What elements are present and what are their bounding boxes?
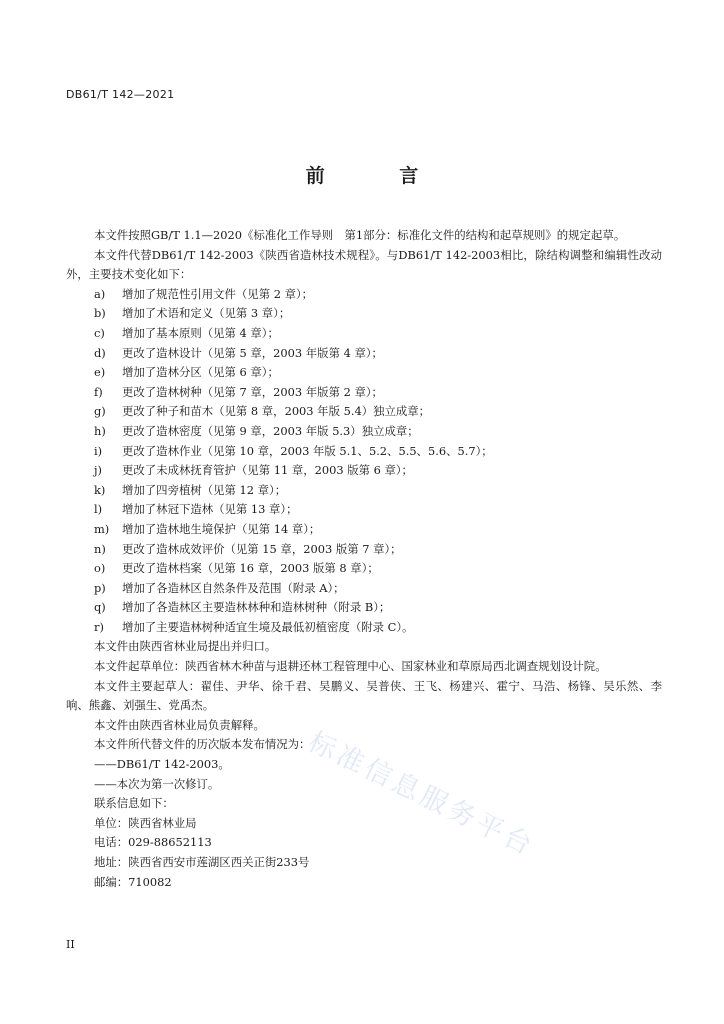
list-item-label: c)	[94, 325, 105, 340]
list-item-text: 更改了造林档案（见第 16 章，2003 版第 8 章）；	[122, 561, 379, 576]
list-item-text: 增加了四旁植树（见第 12 章）；	[122, 482, 287, 497]
list-item-text: 增加了各造林区主要造林林种和造林树种（附录 B）；	[122, 600, 391, 615]
history-item: ——本次为第一次修订。	[94, 776, 220, 791]
contact-postcode: 邮编：710082	[94, 874, 172, 889]
list-item	[66, 618, 662, 638]
page-title: 前 言	[305, 165, 453, 187]
list-item-text: 更改了未成林抚育管护（见第 11 章，2003 版第 6 章）；	[122, 463, 413, 478]
list-item-text: 增加了造林地生境保护（见第 14 章）；	[122, 521, 321, 536]
list-item-label: r)	[94, 619, 104, 634]
list-item-label: e)	[94, 365, 106, 380]
list-item-label: i)	[94, 443, 103, 458]
paragraph-contact: 联系信息如下：	[94, 796, 174, 811]
list-item-label: h)	[94, 423, 106, 438]
list-item-text: 更改了造林成效评价（见第 15 章，2003 版第 7 章）；	[122, 541, 402, 556]
list-item	[66, 579, 662, 599]
list-item	[66, 304, 662, 324]
list-item-text: 增加了规范性引用文件（见第 2 章）；	[122, 286, 314, 301]
list-item-text: 更改了种子和苗木（见第 8 章，2003 年版 5.4）独立成章；	[122, 404, 431, 419]
list-item	[66, 520, 662, 540]
page-number: II	[66, 938, 75, 951]
list-item-label: d)	[94, 345, 106, 360]
list-item	[66, 442, 662, 462]
list-item-text: 更改了造林作业（见第 10 章，2003 年版 5.1、5.2、5.5、5.6、5.7）；	[122, 443, 493, 458]
list-item-label: l)	[94, 502, 103, 517]
list-item-text: 更改了造林树种（见第 7 章，2003 年版第 2 章）；	[122, 384, 383, 399]
document-id: DB61/T 142—2021	[66, 88, 175, 101]
list-item-label: k)	[94, 482, 106, 497]
list-item-label: n)	[94, 541, 106, 556]
list-item	[66, 598, 662, 618]
list-item-label: j)	[94, 463, 102, 478]
list-item	[66, 344, 662, 364]
paragraph-interpretation: 本文件由陕西省林业局负责解释。	[94, 717, 265, 732]
list-item	[66, 540, 662, 560]
list-item-text: 增加了主要造林树种适宜生境及最低初植密度（附录 C）。	[122, 619, 414, 634]
contact-address: 地址：陕西省西安市莲湖区西关正街233号	[94, 855, 310, 869]
list-item-label: o)	[94, 561, 106, 576]
list-item	[66, 324, 662, 344]
changes-list	[66, 285, 662, 638]
list-item	[66, 422, 662, 442]
history-item: ——DB61/T 142-2003。	[94, 757, 230, 772]
list-item-label: p)	[94, 580, 106, 595]
paragraph-drafting-units: 本文件起草单位：陕西省林木种苗与退耕还林工程管理中心、国家林业和草原局西北调查规划设计院。	[94, 659, 607, 674]
foreword-body	[66, 226, 662, 892]
list-item	[66, 383, 662, 403]
list-item-text: 更改了造林密度（见第 9 章，2003 年版 5.3）独立成章；	[122, 423, 419, 438]
paragraph-history: 本文件所代替文件的历次版本发布情况为：	[94, 737, 311, 752]
list-item-text: 增加了术语和定义（见第 3 章）；	[122, 306, 291, 321]
list-item	[66, 559, 662, 579]
list-item-text: 增加了造林分区（见第 6 章）；	[122, 365, 279, 380]
list-item-label: f)	[94, 384, 103, 399]
list-item	[66, 402, 662, 422]
list-item	[66, 363, 662, 383]
list-item-label: a)	[94, 286, 106, 301]
list-item-text: 增加了林冠下造林（见第 13 章）；	[122, 502, 298, 517]
list-item	[66, 500, 662, 520]
list-item	[66, 481, 662, 501]
paragraph-drafting-rules: 本文件按照GB/T 1.1—2020《标准化工作导则 第1部分：标准化文件的结构和起草规则》的规定起草。	[94, 228, 626, 242]
paragraph-replacement: 本文件代替DB61/T 142-2003《陕西省造林技术规程》。与DB61/T 142-2003相比，除结构调整和编辑性改动外，主要技术变化如下：	[66, 247, 662, 282]
list-item-text: 增加了各造林区自然条件及范围（附录 A）；	[122, 580, 345, 595]
paragraph-drafters: 本文件主要起草人：翟佳、尹华、徐千君、吴鹏义、吴普侠、王飞、杨建兴、霍宁、马浩、杨锋、吴乐然、李响、熊鑫、刘强生、党禹杰。	[66, 678, 662, 713]
contact-unit: 单位：陕西省林业局	[94, 815, 197, 830]
list-item	[66, 461, 662, 481]
paragraph-proposer: 本文件由陕西省林业局提出并归口。	[94, 639, 277, 654]
list-item-text: 增加了基本原则（见第 4 章）；	[122, 325, 279, 340]
list-item-label: m)	[94, 521, 110, 536]
list-item-label: b)	[94, 306, 106, 321]
list-item-label: g)	[94, 404, 106, 419]
watermark: 标准信息服务平台	[303, 726, 540, 863]
list-item	[66, 285, 662, 305]
contact-phone: 电话：029-88652113	[94, 835, 212, 850]
list-item-text: 更改了造林设计（见第 5 章，2003 年版第 4 章）；	[122, 345, 383, 360]
list-item-label: q)	[94, 600, 106, 615]
